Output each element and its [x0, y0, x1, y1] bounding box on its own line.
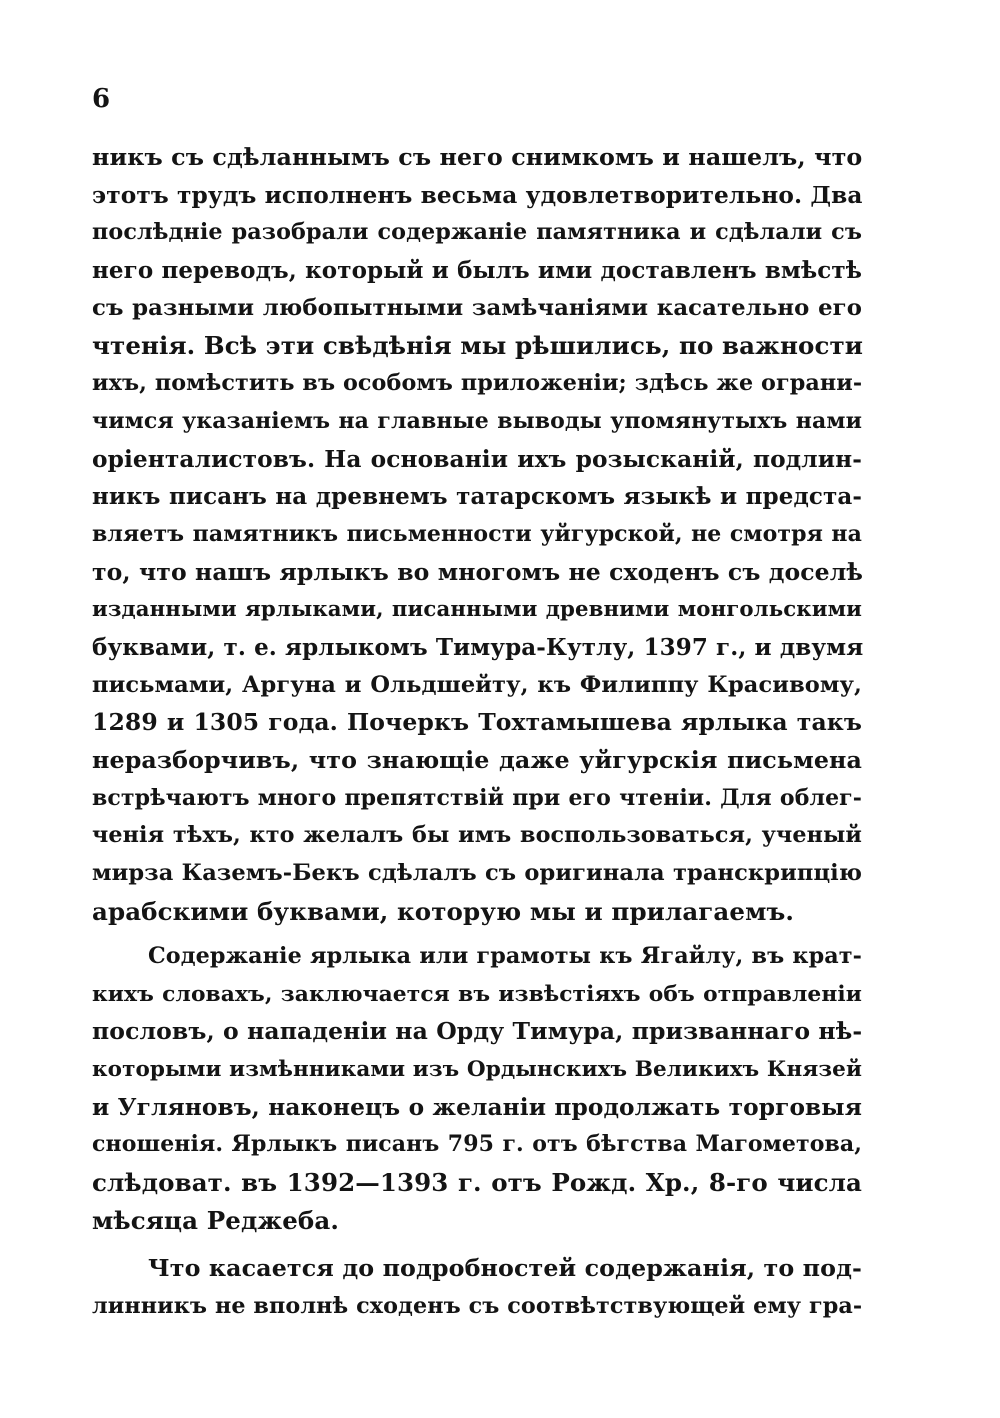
text-line: линникъ не вполнѣ сходенъ съ соотвѣтствующей ему гра-: [92, 1292, 863, 1319]
text-line: то, что нашъ ярлыкъ во многомъ не сходенъ съ доселѣ: [92, 557, 864, 586]
text-line: сношенія. Ярлыкъ писанъ 795 г. отъ бѣгства Магометова,: [92, 1131, 862, 1158]
text-line: оріенталистовъ. На основаніи ихъ розысканій, подлин-: [92, 445, 862, 473]
text-line: Что касается до подробностей содержанія, то под-: [148, 1254, 862, 1282]
text-line: никъ съ сдѣланнымъ съ него снимкомъ и нашелъ, что: [92, 143, 863, 171]
text-line: кихъ словахъ, заключается въ извѣстіяхъ объ отправленіи: [92, 981, 862, 1007]
text-line: и Угляновъ, наконецъ о желаніи продолжать торговыя: [92, 1093, 862, 1121]
text-line: мирза Каземъ-Бекъ сдѣлалъ съ оригинала транскрипцію: [92, 860, 862, 887]
text-line: вляетъ памятникъ письменности уйгурской, не смотря на: [92, 520, 862, 547]
text-line: буквами, т. е. ярлыкомъ Тимура-Кутлу, 1397 г., и двумя: [92, 633, 864, 661]
text-line: чимся указаніемъ на главные выводы упомянутыхъ нами: [92, 407, 862, 434]
paragraph-3: [92, 1250, 862, 1325]
text-line: которыми измѣнниками изъ Ордынскихъ Великихъ Князей: [92, 1057, 862, 1083]
text-line: съ разными любопытными замѣчаніями касательно его: [92, 294, 862, 321]
text-line: встрѣчаютъ много препятствій при его чтеніи. Для облег-: [92, 784, 862, 811]
text-line: 1289 и 1305 года. Почеркъ Тохтамышева ярлыка такъ: [92, 708, 862, 737]
text-line: него переводъ, который и былъ ими доставленъ вмѣстѣ: [92, 257, 862, 285]
text-line: слѣдоват. въ 1392—1393 г. отъ Рожд. Хр., 8-го числа: [92, 1168, 862, 1198]
text-line: ченія тѣхъ, кто желалъ бы имъ воспользоваться, ученый: [92, 822, 862, 849]
page-number: 6: [92, 84, 111, 114]
paragraph-1: [92, 139, 862, 930]
text-line: арабскими буквами, которую мы и прилагаемъ.: [92, 896, 794, 926]
text-line: чтенія. Всѣ эти свѣдѣнія мы рѣшились, по важности: [92, 331, 864, 361]
text-line: мѣсяца Реджеба.: [92, 1205, 339, 1235]
text-line: Содержаніе ярлыка или грамоты къ Ягайлу, въ крат-: [148, 943, 862, 969]
paragraph-2: [92, 938, 862, 1240]
text-line: пословъ, о нападеніи на Орду Тимура, призваннаго нѣ-: [92, 1017, 863, 1046]
text-line: изданными ярлыками, писанными древними монгольскими: [92, 597, 862, 623]
text-line: послѣдніе разобрали содержаніе памятника и сдѣлали съ: [92, 219, 862, 246]
text-line: этотъ трудъ исполненъ весьма удовлетворительно. Два: [92, 181, 863, 209]
text-line: письмами, Аргуна и Ольдшейту, къ Филиппу Красивому,: [92, 671, 862, 698]
text-line: ихъ, помѣстить въ особомъ приложеніи; здѣсь же ограни-: [92, 370, 863, 397]
text-line: неразборчивъ, что знающіе даже уйгурскія письмена: [92, 746, 862, 774]
text-line: никъ писанъ на древнемъ татарскомъ языкѣ и предста-: [92, 483, 862, 511]
